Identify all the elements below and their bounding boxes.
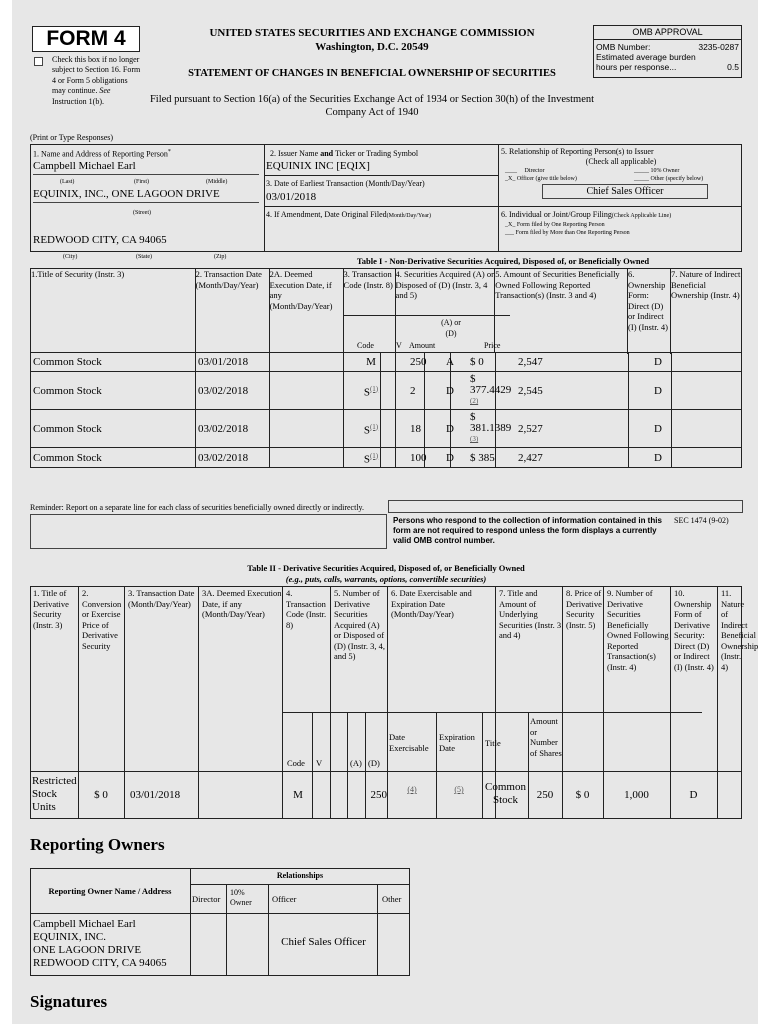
transaction-date: 03/02/2018 xyxy=(198,384,249,397)
acquired-disposed: A xyxy=(446,355,454,368)
amount-owned: 2,545 xyxy=(518,384,543,397)
ro-owner-line: EQUINIX, INC. xyxy=(33,931,107,943)
table2-subtitle: (e.g., puts, calls, warrants, options, convertible securities) xyxy=(285,574,487,584)
ownership-form: D xyxy=(654,422,662,435)
transaction-date: 03/02/2018 xyxy=(198,422,249,435)
omb-title: OMB APPROVAL xyxy=(594,26,741,40)
underlying-title: Common Stock xyxy=(485,781,526,806)
t2-line xyxy=(282,586,283,819)
t1-sub-code: Code xyxy=(357,341,374,350)
t1-h6: 6. Ownership Form: Direct (D) or Indirect (I) (Instr. 4) xyxy=(628,269,671,353)
box6-label: 6. Individual or Joint/Group Filing(Check Applicable Line) xyxy=(501,210,672,219)
underlying-amount: 250 xyxy=(536,789,554,801)
conversion-price: $ 0 xyxy=(94,789,108,801)
t2-h4: 4. Transaction Code (Instr. 8) xyxy=(286,588,327,630)
t2-line xyxy=(282,712,702,713)
t1-h3: 3. Transaction Code (Instr. 8) xyxy=(343,269,395,353)
amount-owned: 2,547 xyxy=(518,355,543,368)
transaction-code: M xyxy=(366,355,376,368)
city-label: (City) xyxy=(63,254,78,260)
box5-check-all: (Check all applicable) xyxy=(585,157,657,166)
t1-h1: 1.Title of Security (Instr. 3) xyxy=(31,269,196,353)
derivative-code: M xyxy=(293,789,303,801)
security-title: Common Stock xyxy=(33,451,102,464)
filing-one-person: _X_ Form filed by One Reporting Person xyxy=(505,222,605,228)
ro-line xyxy=(30,913,410,914)
reporting-owners-heading: Reporting Owners xyxy=(30,835,165,854)
ro-col-officer: Officer xyxy=(272,894,297,904)
omb-hours-value: 0.5 xyxy=(727,62,739,72)
ro-col-director: Director xyxy=(192,894,221,904)
amount-owned: 2,527 xyxy=(518,422,543,435)
box1-label: 1. Name and Address of Reporting Person* xyxy=(33,149,171,159)
omb-number-label: OMB Number: xyxy=(596,42,651,52)
print-or-type-note: (Print or Type Responses) xyxy=(30,133,114,142)
t1-sub-ad: (A) or (D) xyxy=(441,318,461,338)
price: $ 377.4429 (2) xyxy=(470,373,512,405)
footnote-ref[interactable]: (4) xyxy=(407,785,417,794)
ro-line xyxy=(377,884,378,976)
checkbox-note: Check this box if no longer subject to Section 16. Form 4 or Form 5 obligations may continue. See Instruction 1(b). xyxy=(52,55,141,106)
ro-owner-line: Campbell Michael Earl xyxy=(33,918,136,930)
t2-h1: 1. Title of Derivative Security (Instr. 3) xyxy=(33,588,69,630)
acquired-disposed: D xyxy=(446,422,454,435)
ro-line xyxy=(226,884,227,976)
sec-form-code: SEC 1474 (9-02) xyxy=(674,516,729,525)
ro-col-other: Other xyxy=(382,894,402,904)
amount: 2 xyxy=(410,384,416,397)
t2-h3a: 3A. Deemed Execution Date, if any (Month/Day/Year) xyxy=(202,588,282,619)
omb-burden-label: Estimated average burden xyxy=(596,52,696,62)
t1-h2: 2. Transaction Date (Month/Day/Year) xyxy=(195,269,269,353)
table2-title: Table II - Derivative Securities Acquired, Disposed of, or Beneficially Owned xyxy=(247,563,525,573)
reporting-owners-table xyxy=(30,868,410,976)
reminder-text: Reminder: Report on a separate line for each class of securities beneficially owned directly or indirectly. xyxy=(30,503,365,512)
footnote-ref[interactable]: (3) xyxy=(470,435,479,443)
ro-col-owner: 10% Owner xyxy=(230,888,252,907)
amount: 18 xyxy=(410,422,421,435)
form4-page xyxy=(12,0,758,1024)
t1-sub-amount: Amount xyxy=(409,341,436,350)
ro-owner-line: ONE LAGOON DRIVE xyxy=(33,944,142,956)
omb-number-value: 3235-0287 xyxy=(698,42,739,52)
relationship-officer: _X_ Officer (give title below) xyxy=(505,176,577,182)
t2-h3: 3. Transaction Date (Month/Day/Year) xyxy=(128,588,195,609)
t2-line xyxy=(198,586,199,819)
ownership-form: D xyxy=(654,451,662,464)
derivative-transaction-date: 03/01/2018 xyxy=(130,789,181,801)
relationship-10pct-owner: _____ 10% Owner xyxy=(634,168,680,174)
t2-sub-code: Code xyxy=(287,758,305,768)
ro-col-name: Reporting Owner Name / Address xyxy=(48,886,172,896)
t1-h4: 4. Securities Acquired (A) or Disposed of (D) (Instr. 3, 4 and 5) xyxy=(395,269,495,353)
security-title: Common Stock xyxy=(33,355,102,368)
t2-sub-v: V xyxy=(316,758,323,768)
transaction-date: 03/02/2018 xyxy=(198,451,249,464)
t2-line xyxy=(436,712,437,819)
reminder-box xyxy=(388,500,743,513)
t2-h2: 2. Conversion or Exercise Price of Derivative Security xyxy=(82,588,122,651)
filing-multiple-persons: ___ Form filed by More than One Reporting Person xyxy=(505,230,630,236)
ro-officer-value: Chief Sales Officer xyxy=(281,936,366,948)
t1-h2a: 2A. Deemed Execution Date, if any (Month/Day/Year) xyxy=(269,269,343,353)
t2-h11: 11. Nature of Indirect Beneficial Ownership (Instr. 4) xyxy=(721,588,758,672)
omb-hours-label: hours per response... xyxy=(596,62,677,72)
amount-owned: 2,427 xyxy=(518,451,543,464)
derivative-ownership-form: D xyxy=(689,789,698,801)
security-title: Common Stock xyxy=(33,422,102,435)
box4-label: 4. If Amendment, Date Original Filed(Month/Day/Year) xyxy=(266,210,432,219)
box5-label: 5. Relationship of Reporting Person(s) to Issuer xyxy=(501,147,654,156)
omb-approval-box xyxy=(593,25,742,78)
reporting-person-address: EQUINIX, INC., ONE LAGOON DRIVE xyxy=(33,188,220,200)
t2-line xyxy=(30,771,742,772)
persons-note: Persons who respond to the collection of information contained in this form are not required to respond unless the form displays a currently valid OMB control number. xyxy=(393,516,662,545)
t1-sub-price: Price xyxy=(484,341,501,350)
t2-h7: 7. Title and Amount of Underlying Securities (Instr. 3 and 4) xyxy=(499,588,562,640)
table1-row xyxy=(30,352,742,372)
t2-h8: 8. Price of Derivative Security (Instr. 5) xyxy=(566,588,602,630)
t2-line xyxy=(365,712,366,819)
t2-line xyxy=(347,712,348,819)
t2-sub-d: (D) xyxy=(368,758,380,768)
statement-title: STATEMENT OF CHANGES IN BENEFICIAL OWNERSHIP OF SECURITIES xyxy=(188,68,556,79)
t2-sub-date-ex: Date Exercisable xyxy=(389,732,429,753)
table1-row xyxy=(30,372,742,410)
footnote-ref[interactable]: (1) xyxy=(369,422,379,431)
ownership-form: D xyxy=(654,384,662,397)
agency-name: UNITED STATES SECURITIES AND EXCHANGE COMMISSION xyxy=(209,27,535,39)
earliest-transaction-date: 03/01/2018 xyxy=(266,191,317,203)
transaction-code: $S^{(1)}$ xyxy=(363,451,379,466)
t2-line xyxy=(124,586,125,819)
box3-label: 3. Date of Earliest Transaction (Month/Day/Year) xyxy=(266,179,425,188)
footnote-ref[interactable]: (2) xyxy=(470,397,479,405)
derivative-amount-d: 250 xyxy=(370,789,387,801)
amount: 250 xyxy=(410,355,427,368)
issuer-name: EQUINIX INC [EQIX] xyxy=(266,160,370,172)
t1-sub-v: V xyxy=(396,341,402,350)
t2-h5: 5. Number of Derivative Securities Acquired (A) or Disposed of (D) (Instr. 3, 4, and 5) xyxy=(334,588,385,661)
ownership-form: D xyxy=(654,355,662,368)
last-label: (Last) xyxy=(60,179,75,185)
relationship-other: _____ Other (specify below) xyxy=(634,176,704,182)
reporting-person-city: REDWOOD CITY, CA 94065 xyxy=(33,234,167,246)
table2 xyxy=(30,586,758,819)
footnote-ref[interactable]: (5) xyxy=(454,785,464,794)
agency-location: Washington, D.C. 20549 xyxy=(315,41,429,53)
street-label: (Street) xyxy=(133,210,151,216)
t2-sub-amount: Amount or Number of Shares xyxy=(530,716,562,758)
table1-row xyxy=(30,448,742,468)
box2-label: 2. Issuer Name and Ticker or Trading Symbol xyxy=(270,149,419,158)
t2-line xyxy=(528,712,529,819)
relationship-director: ____ Director xyxy=(505,168,545,174)
t2-line xyxy=(312,712,313,819)
derivative-price: $ 0 xyxy=(575,789,590,801)
t2-sub-exp: Expiration Date xyxy=(439,732,475,753)
middle-label: (Middle) xyxy=(206,179,228,185)
acquired-disposed: D xyxy=(446,384,454,397)
t2-h9: 9. Number of Derivative Securities Beneficially Owned Following Reported Transaction(s) (Instr. 4) xyxy=(607,588,669,672)
table1-title: Table I - Non-Derivative Securities Acquired, Disposed of, or Beneficially Owned xyxy=(356,256,650,266)
price: $ 385 xyxy=(470,451,495,464)
transaction-date: 03/01/2018 xyxy=(198,355,249,368)
transaction-code: $S^{(1)}$ xyxy=(363,422,379,437)
state-label: (State) xyxy=(136,254,152,260)
table1 xyxy=(30,268,742,353)
amount: 100 xyxy=(410,451,427,464)
filed-pursuant: Filed pursuant to Section 16(a) of the Securities Exchange Act of 1934 or Section 30(h) of the Investment Company Act of 1940 xyxy=(149,94,595,118)
transaction-code: $S^{(1)}$ xyxy=(363,384,379,399)
signatures-heading: Signatures xyxy=(30,992,108,1011)
ro-owner-line: REDWOOD CITY, CA 94065 xyxy=(33,957,167,969)
t2-h10: 10. Ownership Form of Derivative Security: Direct (D) or Indirect (I) (Instr. 4) xyxy=(674,588,714,672)
security-title: Common Stock xyxy=(33,384,102,397)
no-longer-subject-checkbox[interactable] xyxy=(34,57,43,66)
left-blank-box xyxy=(30,514,387,549)
footnote-ref[interactable]: (1) xyxy=(369,384,379,393)
table1-row xyxy=(30,410,742,448)
t2-line xyxy=(330,586,331,819)
price: $ 381.1389 (3) xyxy=(470,411,512,443)
zip-label: (Zip) xyxy=(214,254,227,260)
t1-h5: 5. Amount of Securities Beneficially Owned Following Reported Transaction(s) (Instr. 3 and 4) xyxy=(495,269,628,353)
form-title: FORM 4 xyxy=(32,26,140,52)
t2-sub-a: (A) xyxy=(350,758,362,768)
t2-sub-title: Title xyxy=(485,738,501,748)
acquired-disposed: D xyxy=(446,451,454,464)
t2-h6: 6. Date Exercisable and Expiration Date (Month/Day/Year) xyxy=(391,588,472,619)
footnote-ref[interactable]: (1) xyxy=(369,451,379,460)
first-label: (First) xyxy=(134,179,149,185)
price: $ 0 xyxy=(470,355,484,368)
t1-h7: 7. Nature of Indirect Beneficial Ownership (Instr. 4) xyxy=(671,269,742,353)
derivatives-owned: 1,000 xyxy=(624,789,649,801)
ro-line xyxy=(268,884,269,976)
officer-title-box: Chief Sales Officer xyxy=(542,184,708,199)
derivative-title: Restricted Stock Units xyxy=(32,775,77,813)
reporting-person-name: Campbell Michael Earl xyxy=(33,160,136,172)
ro-relationships-header: Relationships xyxy=(276,871,324,880)
